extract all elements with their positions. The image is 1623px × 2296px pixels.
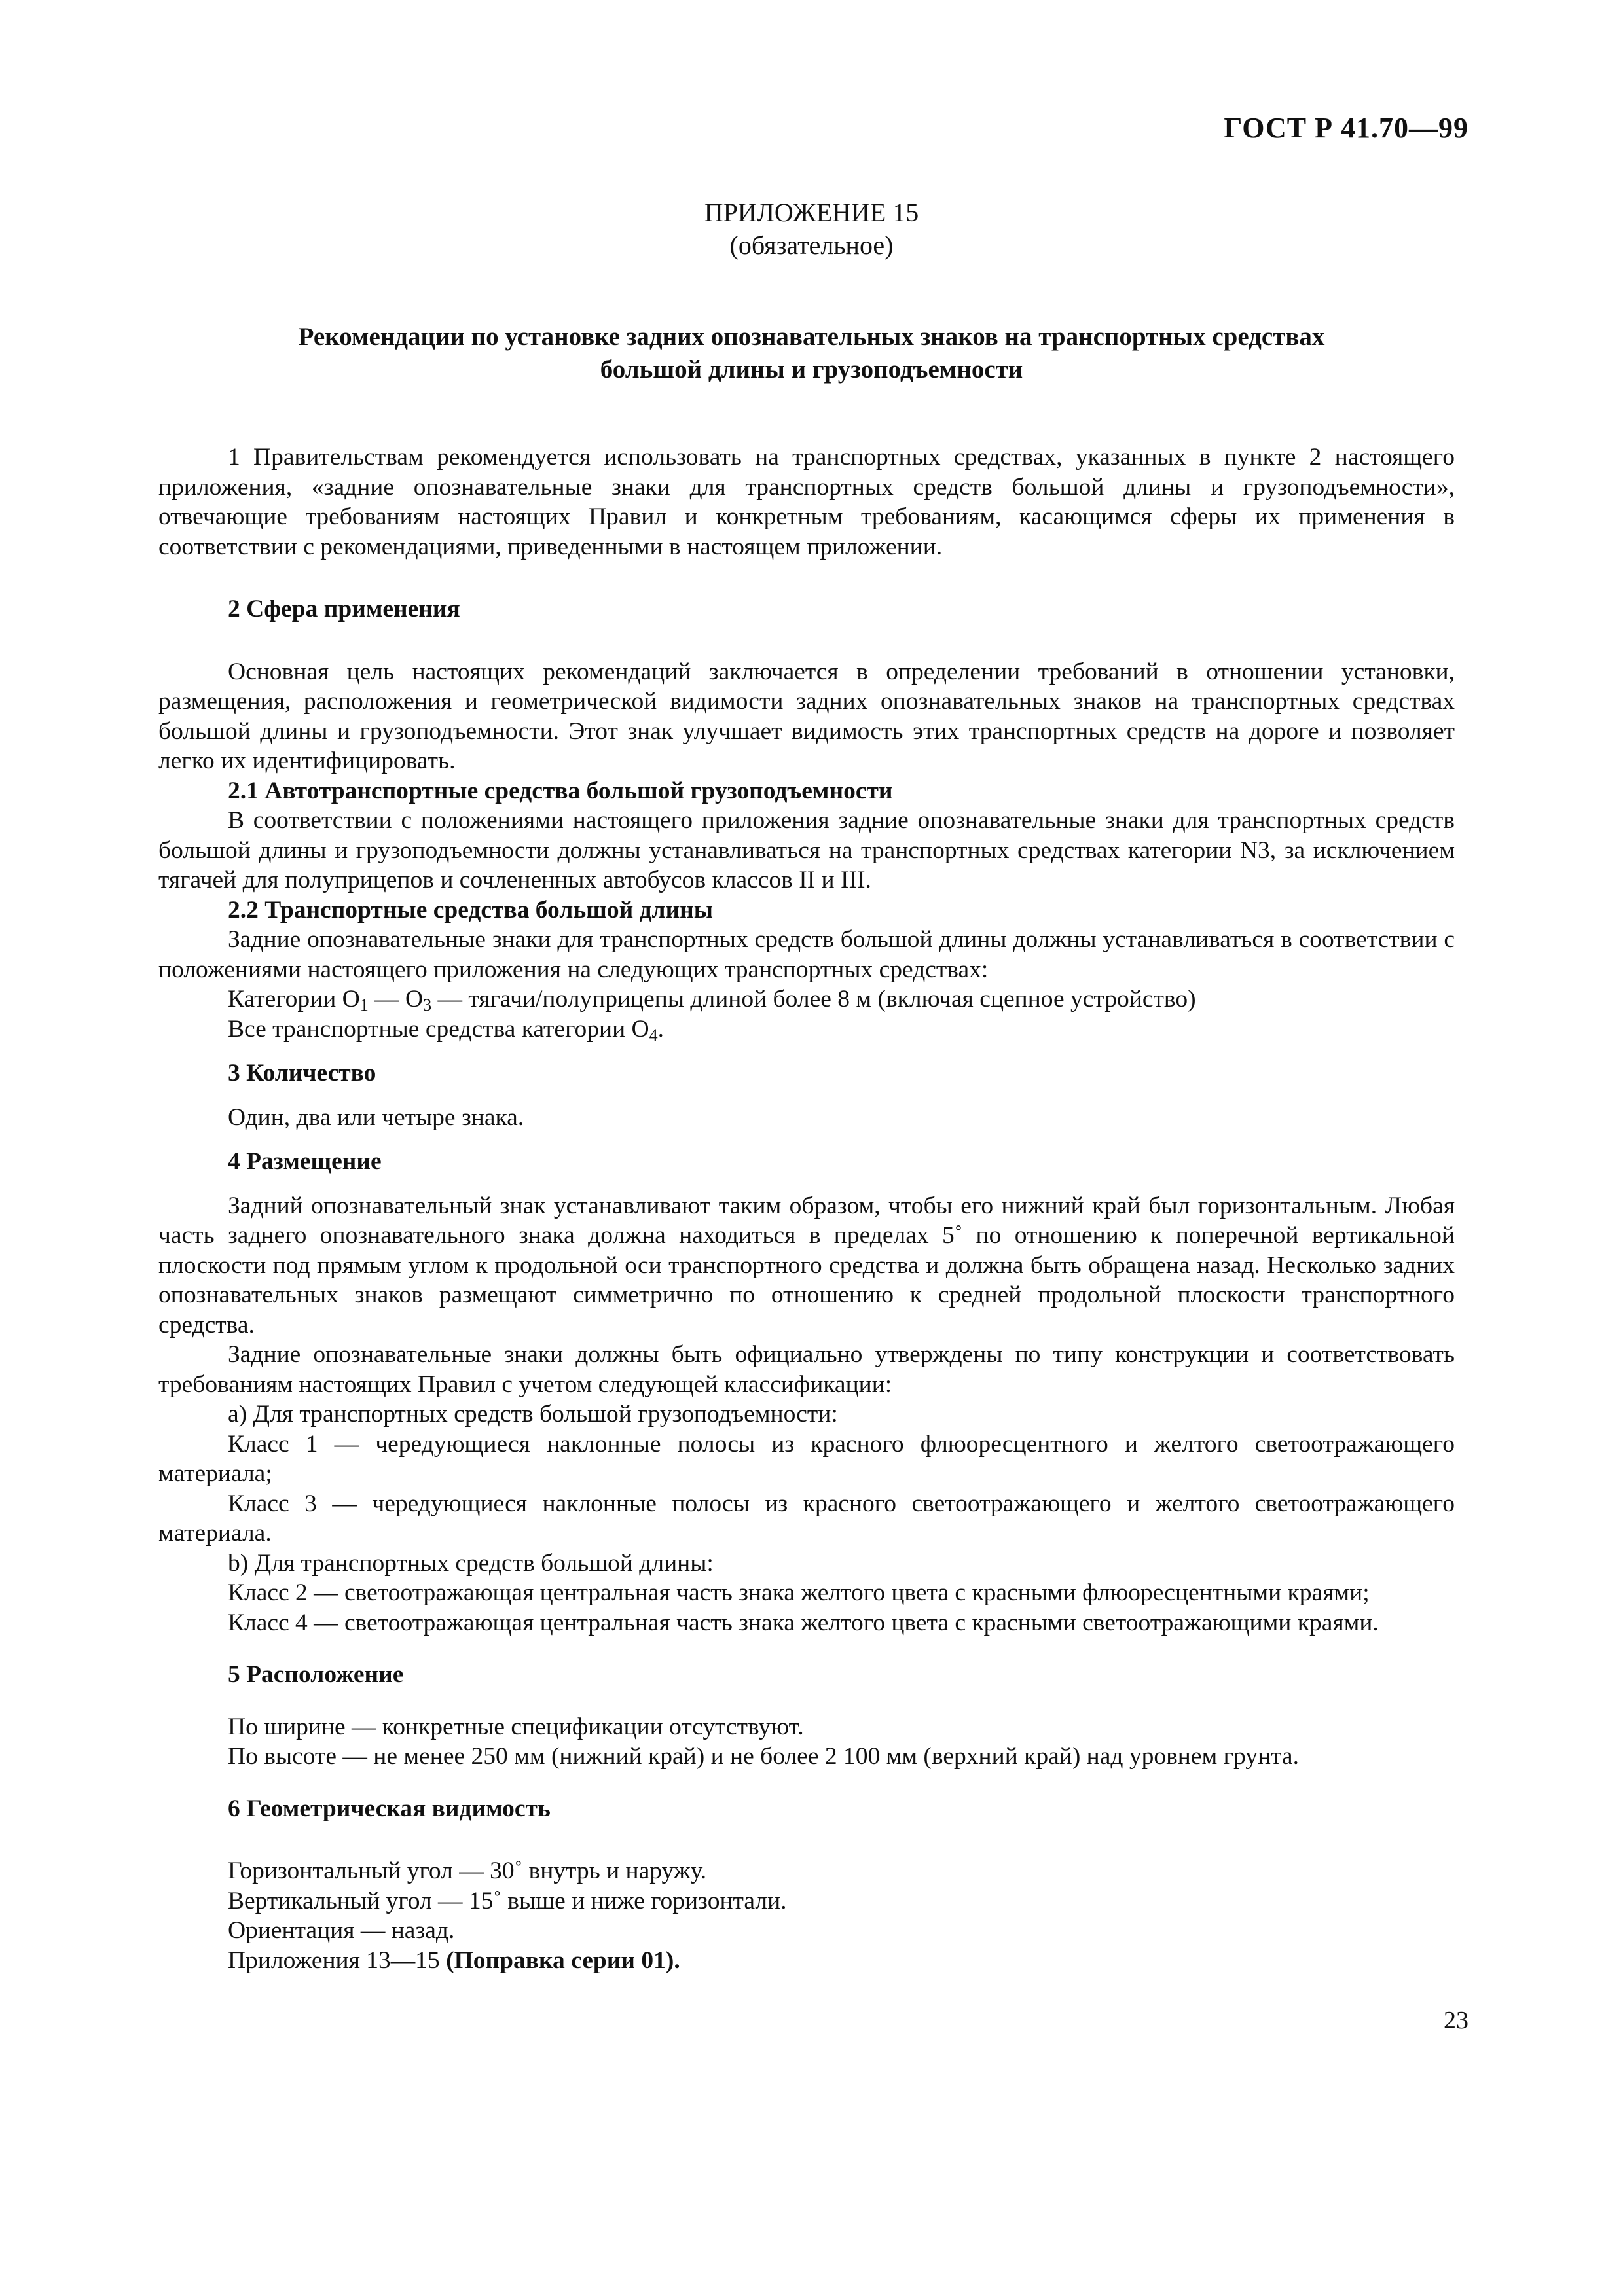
category-text-b: — O: [368, 986, 424, 1013]
section-2-2-heading: 2.2 Транспортные средства большой длины: [228, 896, 714, 924]
document-title: [196, 321, 1427, 386]
category-text-a: Категории O: [228, 986, 360, 1013]
section-3-heading: 3 Количество: [228, 1060, 376, 1086]
section-2-1-text: В соответствии с положениями настоящего приложения задние опознавательные знаки для транспортных средств большой длины и грузоподъемности должны устанавливаться на транспортных средствах категории N3, за исключением тягачей для полуприцепов и сочлененных автобусов классов II и III.: [158, 807, 1455, 893]
appendix-status: (обязательное): [729, 230, 894, 260]
title-line-1: Рекомендации по установке задних опознавательных знаков на транспортных средствах: [298, 323, 1325, 351]
list-b-label: b) Для транспортных средств большой длины:: [228, 1549, 714, 1577]
section-2-2-text: Задние опознавательные знаки для транспортных средств большой длины должны устанавливаться в соответствии с положениями настоящего приложения на следующих транспортных средствах:: [158, 926, 1455, 983]
amendment-note-bold: (Поправка серии 01).: [446, 1946, 680, 1974]
category-o4-period: .: [657, 1015, 664, 1043]
appendix-label: ПРИЛОЖЕНИЕ 15: [704, 198, 919, 227]
section-2-text: Основная цель настоящих рекомендаций заключается в определении требований в отношении установки, размещения, расположения и геометрической видимости задних опознавательных знаков на транспортных средствах большой длины и грузоподъемности. Этот знак улучшает видимость этих транспортных средств на дороге и позволяет легко их идентифицировать.: [158, 658, 1455, 774]
title-line-2: большой длины и грузоподъемности: [600, 355, 1023, 384]
appendix-heading: [0, 196, 1623, 262]
section-2-1-heading: 2.1 Автотранспортные средства большой грузоподъемности: [228, 777, 893, 804]
category-subscript-4: 4: [649, 1025, 658, 1045]
class-2-item: Класс 2 — светоотражающая центральная часть знака желтого цвета с красными флюоресцентными краями;: [228, 1579, 1370, 1606]
section-6-horizontal: Горизонтальный угол — 30˚ внутрь и наружу.: [228, 1857, 707, 1884]
category-subscript-1: 1: [359, 996, 369, 1014]
document-code: ГОСТ Р 41.70—99: [1224, 112, 1468, 144]
intro-paragraph: 1 Правительствам рекомендуется использовать на транспортных средствах, указанных в пункте 2 настоящего приложения, «задние опознавательные знаки для транспортных средств большой длины и грузоподъемности», отвечающие требованиям настоящих Правил и конкретным требованиям, касающимся сферы их применения в соответствии с рекомендациями, приведенными в настоящем приложении.: [158, 444, 1455, 560]
section-2-heading: 2 Сфера применения: [228, 596, 460, 622]
category-o4-line: [158, 1014, 1455, 1045]
category-subscript-3: 3: [423, 996, 432, 1014]
class-1-item: Класс 1 — чередующиеся наклонные полосы из красного флюоресцентного и желтого светоотражающего материала;: [158, 1430, 1455, 1487]
section-6-orientation: Ориентация — назад.: [228, 1917, 455, 1944]
section-4-heading: 4 Размещение: [228, 1148, 382, 1175]
section-4-paragraph-1: Задний опознавательный знак устанавливают таким образом, чтобы его нижний край был горизонтальным. Любая часть заднего опознавательного знака должна находиться в пределах 5˚ по отношению к поперечной вертикальной плоскости под прямым углом к продольной оси транспортного средства и должна быть обращена назад. Несколько задних опознавательных знаков размещают симметрично по отношению к средней продольной плоскости транспортного средства.: [158, 1192, 1455, 1338]
class-3-item: Класс 3 — чередующиеся наклонные полосы из красного светоотражающего и желтого светоотражающего материала.: [158, 1490, 1455, 1547]
section-5-heading: 5 Расположение: [228, 1661, 404, 1688]
section-6-heading: 6 Геометрическая видимость: [228, 1795, 551, 1822]
category-o4-text: Все транспортные средства категории O: [228, 1015, 649, 1043]
category-text-c: — тягачи/полуприцепы длиной более 8 м (включая сцепное устройство): [431, 986, 1196, 1013]
page-number: 23: [1444, 2007, 1468, 2034]
section-5-height: По высоте — не менее 250 мм (нижний край) и не более 2 100 мм (верхний край) над уровнем грунта.: [228, 1743, 1299, 1770]
amendment-note-text: Приложения 13—15: [228, 1946, 447, 1974]
section-5-width: По ширине — конкретные спецификации отсутствуют.: [228, 1713, 804, 1740]
section-4-paragraph-2: Задние опознавательные знаки должны быть официально утверждены по типу конструкции и соответствовать требованиям настоящих Правил с учетом следующей классификации:: [158, 1341, 1455, 1398]
list-a-label: a) Для транспортных средств большой грузоподъемности:: [228, 1401, 838, 1427]
category-o1-o3-line: [158, 984, 1455, 1014]
section-6-vertical: Вертикальный угол — 15˚ выше и ниже горизонтали.: [228, 1887, 787, 1914]
amendment-note: [158, 1946, 1455, 1976]
class-4-item: Класс 4 — светоотражающая центральная часть знака желтого цвета с красными светоотражающими краями.: [228, 1609, 1379, 1636]
section-3-text: Один, два или четыре знака.: [228, 1103, 524, 1131]
document-body: [158, 442, 1455, 1975]
